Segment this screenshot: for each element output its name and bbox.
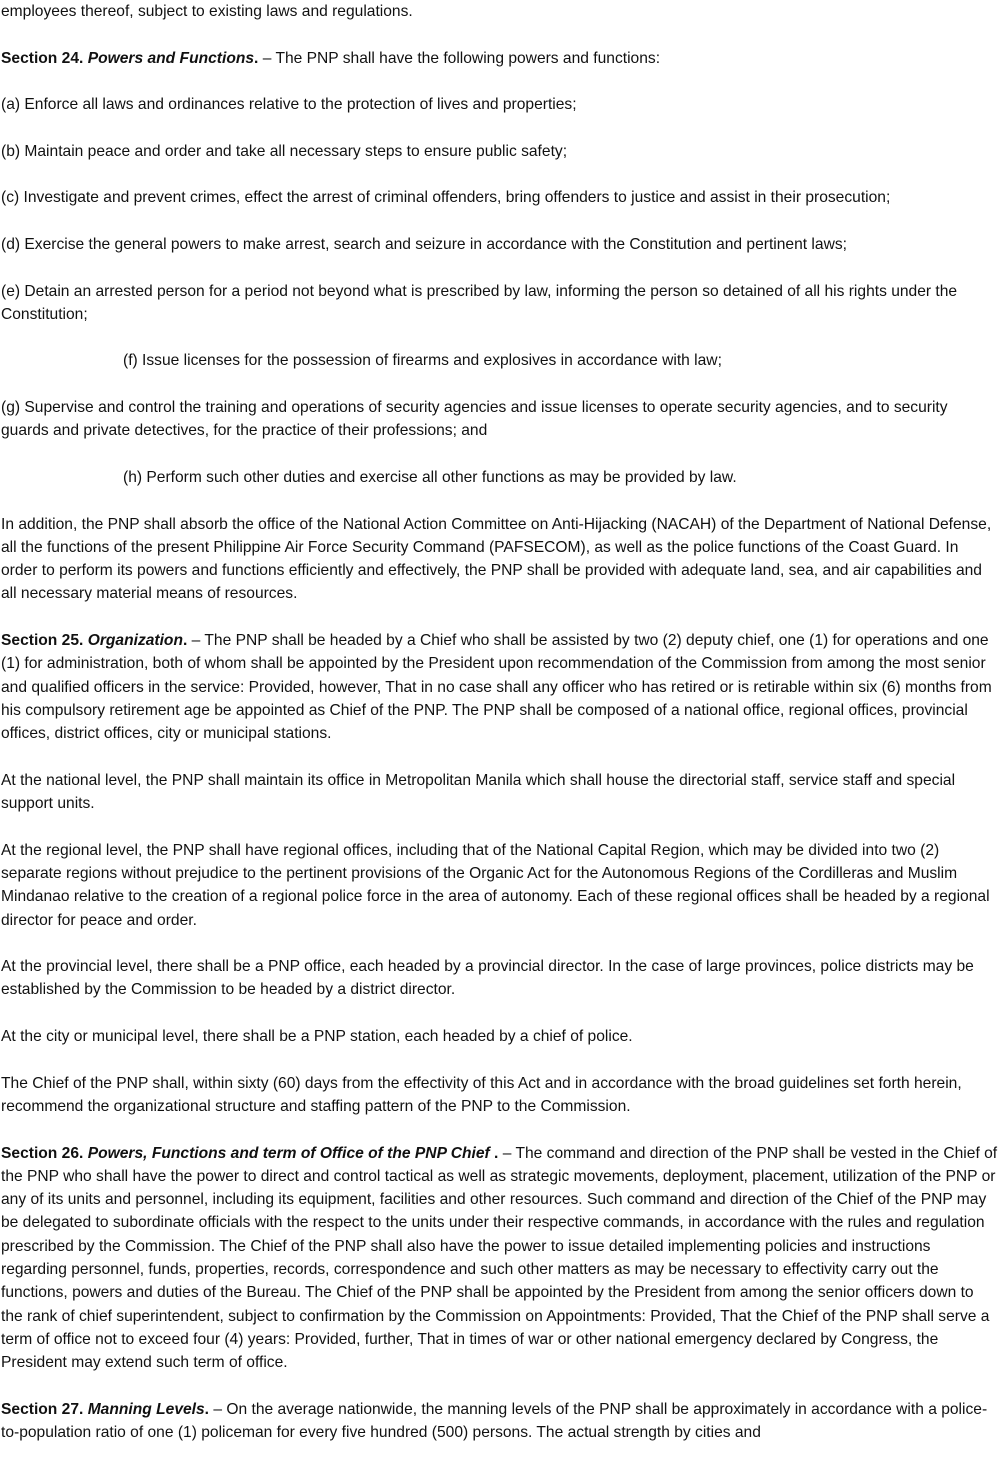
section-title: Organization — [87, 632, 183, 650]
section-number: Section 25. — [1, 632, 84, 650]
paragraph-chief-recommend: The Chief of the PNP shall, within sixty (60) days from the effectivity of this Act and in accordance with the broad guidelines set forth herein, recommend the organizational structure and staffing pattern of the PNP to the Commission. — [1, 1074, 962, 1115]
paragraph-municipal-level: At the city or municipal level, there shall be a PNP station, each headed by a chief of police. — [1, 1028, 633, 1046]
paragraph-regional-level: At the regional level, the PNP shall have regional offices, including that of the National Capital Region, which may be divided into two (2) separate regions without prejudice to the pertinent provisions of the Organic Act for the Autonomous Regions of the Cordilleras and Muslim Mindanao relative to the creation of a regional police force in the area of autonomy. Each of these regional offices shall be headed by a regional director for peace and order. — [1, 841, 990, 929]
list-item-c: (c) Investigate and prevent crimes, effect the arrest of criminal offenders, bring offenders to justice and assist in their prosecution; — [1, 189, 891, 207]
section-title-punct: . — [204, 1400, 210, 1418]
paragraph-national-level: At the national level, the PNP shall maintain its office in Metropolitan Manila which shall house the directorial staff, service staff and special support units. — [1, 771, 956, 813]
paragraph-continuation: employees thereof, subject to existing laws and regulations. — [1, 3, 413, 20]
section-body: – The PNP shall be headed by a Chief who shall be assisted by two (2) deputy chief, one (1) for operations and one (1) for administration, both of whom shall be appointed by the President upon recommendation of the Commission from among the most senior and qualified officers in the service: Provided, however, That in no case shall any officer who has retired or is retirable within six (6) months from his compulsory retirement age be appointed as Chief of the PNP. The PNP shall be composed of a national office, regional offices, provincial offices, district offices, city or municipal stations. — [1, 632, 992, 743]
section-24-heading-paragraph — [1, 47, 998, 70]
list-item-a: (a) Enforce all laws and ordinances relative to the protection of lives and properties; — [1, 96, 577, 114]
section-26-heading-paragraph — [1, 1142, 998, 1375]
list-item-f: (f) Issue licenses for the possession of firearms and explosives in accordance with law; — [123, 352, 722, 370]
list-item-g: (g) Supervise and control the training and operations of security agencies and issue licenses to operate security agencies, and to security guards and private detectives, for the practice of their professions; and — [1, 399, 948, 440]
section-number: Section 27. — [1, 1400, 84, 1418]
list-item-b: (b) Maintain peace and order and take all necessary steps to ensure public safety; — [1, 142, 568, 160]
section-27-heading-paragraph — [1, 1398, 998, 1445]
section-number: Section 24. — [1, 49, 84, 67]
section-title: Powers, Functions and term of Office of the PNP Chief — [87, 1144, 490, 1162]
list-item-d: (d) Exercise the general powers to make arrest, search and seizure in accordance with the Constitution and pertinent laws; — [1, 235, 847, 253]
paragraph-nacah: In addition, the PNP shall absorb the office of the National Action Committee on Anti-Hijacking (NACAH) of the Department of National Defense, all the functions of the present Philippine Air Force Security Command (PAFSECOM), as well as the police functions of the Coast Guard. In order to perform its powers and functions efficiently and effectively, the PNP shall be provided with adequate land, sea, and air capabilities and all necessary material means of resources. — [1, 515, 992, 603]
section-body: – The PNP shall have the following powers and functions: — [258, 49, 661, 67]
section-25-heading-paragraph — [1, 629, 998, 745]
paragraph-provincial-level: At the provincial level, there shall be a PNP office, each headed by a provincial director. In the case of large provinces, police districts may be established by the Commission to be headed by a district director. — [1, 958, 974, 999]
section-title: Powers and Functions — [87, 49, 255, 67]
section-title-punct: . — [183, 632, 188, 650]
section-title-punct: . — [489, 1144, 499, 1162]
section-body: – The command and direction of the PNP shall be vested in the Chief of the PNP who shall have the power to direct and control tactical as well as strategic movements, deployment, placement, utilization of the PNP or any of its units and personnel, including its equipment, facilities and other resources. Such command and direction of the Chief of the PNP may be delegated to subordinate officials with the respect to the units under their respective commands, in accordance with the rules and regulation prescribed by the Commission. The Chief of the PNP shall also have the power to issue detailed implementing policies and instructions regarding personnel, funds, properties, records, correspondence and such other matters as may be necessary to effectivity carry out the functions, powers and duties of the Bureau. The Chief of the PNP shall be appointed by the President from among the senior officers down to the rank of chief superintendent, subject to confirmation by the Commission on Appointments: Provided, That the Chief of the PNP shall serve a term of office not to exceed four (4) years: Provided, further, That in times of war or other national emergency declared by Congress, the President may extend such term of office. — [1, 1144, 998, 1372]
list-item-h: (h) Perform such other duties and exercise all other functions as may be provided by law. — [123, 468, 737, 486]
list-item-e: (e) Detain an arrested person for a period not beyond what is prescribed by law, informing the person so detained of all his rights under the Constitution; — [1, 282, 958, 323]
section-number: Section 26. — [1, 1144, 84, 1162]
section-title: Manning Levels — [87, 1400, 205, 1418]
section-body: – On the average nationwide, the manning levels of the PNP shall be approximately in accordance with a police-to-population ratio of one (1) policeman for every five hundred (500) persons. The actual strength by cities and — [1, 1400, 988, 1442]
section-title-punct: . — [254, 49, 259, 67]
